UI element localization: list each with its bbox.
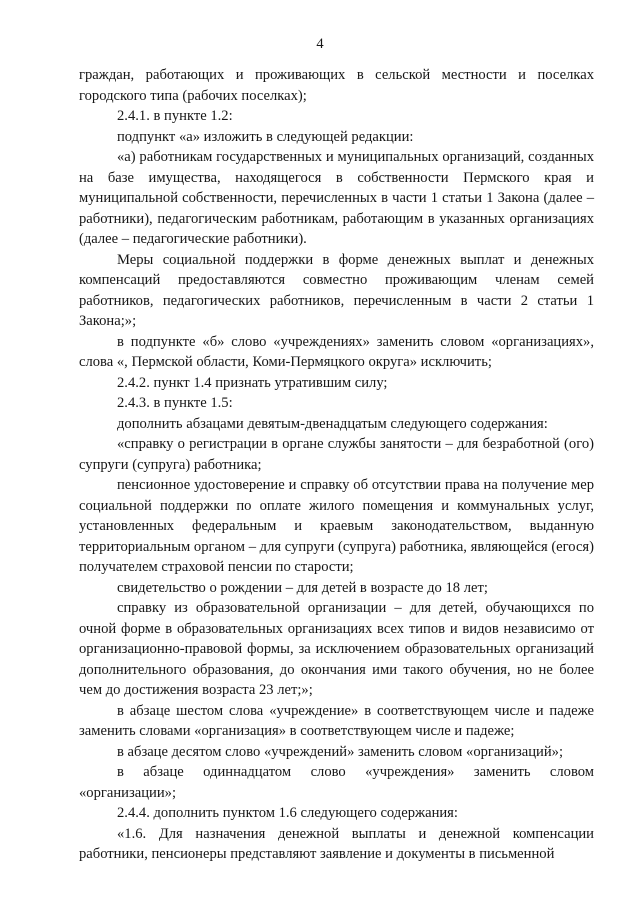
paragraph-point-1-6: «1.6. Для назначения денежной выплаты и денежной компенсации работники, пенсионеры представляют заявление и документы в письменной <box>79 825 594 862</box>
paragraph-item-2-4-3: 2.4.3. в пункте 1.5: <box>117 395 233 411</box>
paragraph-eleventh-clause: в абзаце одиннадцатом слово «учреждения» заменить словом «организации»; <box>79 764 594 801</box>
paragraph-social-support: Меры социальной поддержки в форме денежных выплат и денежных компенсаций предоставляются совместно проживающим членам семей работников, педагогических работников, перечисленным в части 2 статьи 1 Закона;»; <box>79 251 594 329</box>
paragraph-birth-certificate: свидетельство о рождении – для детей в возрасте до 18 лет; <box>117 579 488 596</box>
paragraph-item-2-4-2: 2.4.2. пункт 1.4 признать утратившим силу; <box>117 374 388 391</box>
document-body <box>79 65 594 865</box>
paragraph-item-2-4-1: 2.4.1. в пункте 1.2: <box>117 108 233 124</box>
paragraph-subpoint-a-heading: подпункт «а» изложить в следующей редакции: <box>117 128 414 145</box>
paragraph-subpoint-b: в подпункте «б» слово «учреждениях» заменить словом «организациях», слова «, Пермской области, Коми-Пермяцкого округа» исключить; <box>79 333 594 370</box>
paragraph-tenth-clause: в абзаце десятом слово «учреждений» заменить словом «организаций»; <box>117 743 564 760</box>
paragraph-intro-continuation: граждан, работающих и проживающих в сельской местности и поселках городского типа (рабочих поселках); <box>79 67 594 104</box>
paragraph-item-2-4-4: 2.4.4. дополнить пунктом 1.6 следующего содержания: <box>117 805 458 821</box>
paragraph-pension-certificate: пенсионное удостоверение и справку об отсутствии права на получение мер социальной поддержки по оплате жилого помещения и коммунальных услуг, установленных федеральным и краевым законодательством, выданную территориальным органом – для супруги (супруга) работника, являющейся (егося) получателем страховой пенсии по старости; <box>79 477 594 575</box>
paragraph-education-certificate: справку из образовательной организации – для детей, обучающихся по очной форме в образовательных организациях всех типов и видов независимо от организационно-правовой формы, за исключением образовательных организаций дополнительного образования, до окончания ими такого обучения, но не более чем до достижения возраста 23 лет;»; <box>79 600 594 698</box>
paragraph-subpoint-a-text: «а) работникам государственных и муниципальных организаций, созданных на базе имущества, находящегося в собственности Пермского края и муниципальной собственности, перечисленных в части 1 статьи 1 Закона (далее – работники), педагогическим работникам, работающим в указанных организациях (далее – педагогические работники). <box>79 149 594 247</box>
page-number: 4 <box>316 36 324 52</box>
paragraph-add-clauses: дополнить абзацами девятым-двенадцатым следующего содержания: <box>117 415 548 432</box>
paragraph-sixth-clause: в абзаце шестом слова «учреждение» в соответствующем числе и падеже заменить словами «организация» в соответствующем числе и падеже; <box>79 702 594 739</box>
paragraph-employment-certificate: «справку о регистрации в органе службы занятости – для безработной (ого) супруги (супруга) работника; <box>79 436 594 473</box>
